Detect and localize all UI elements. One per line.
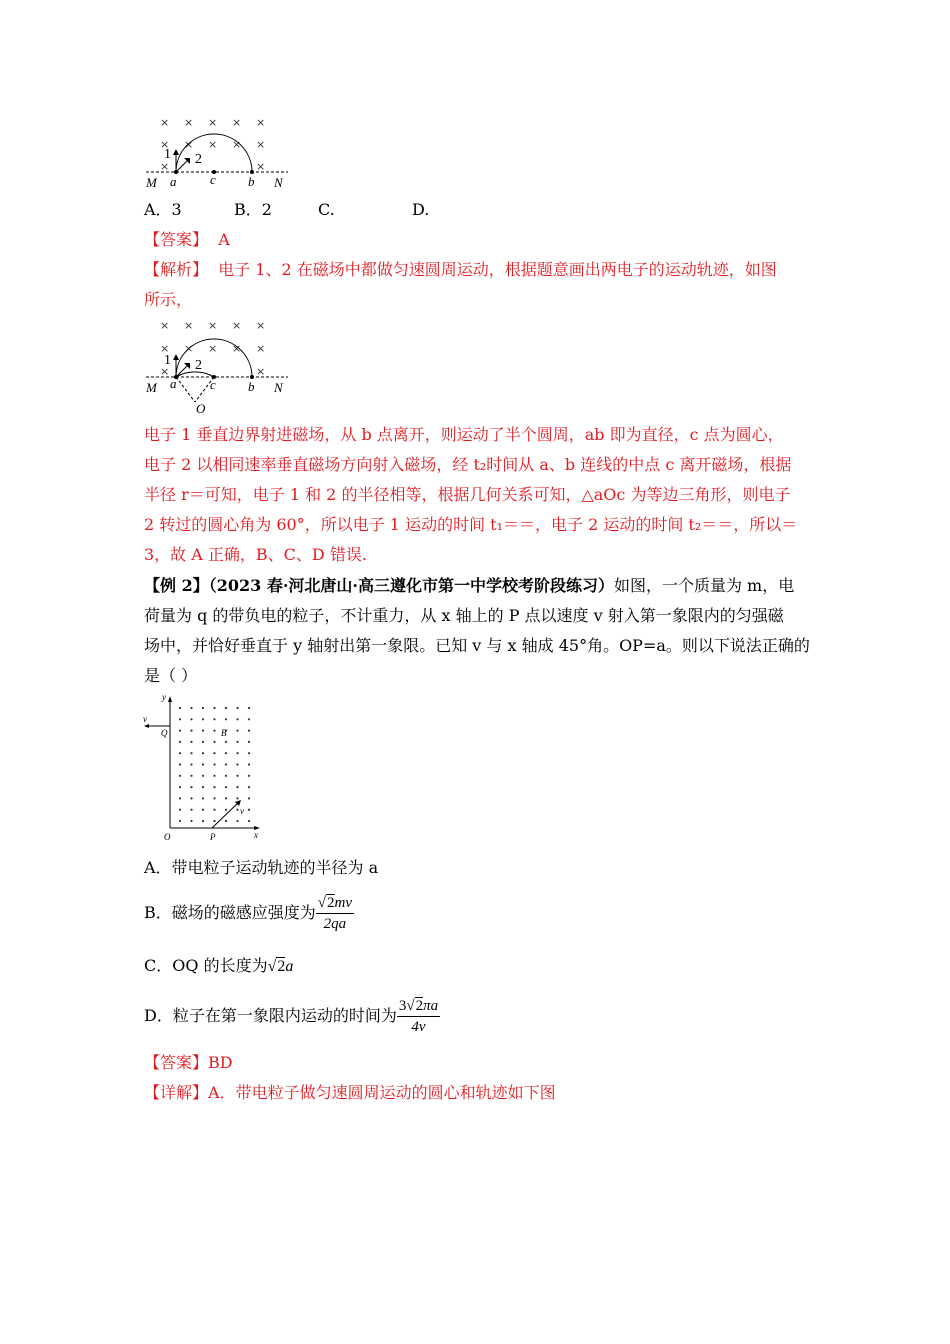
- svg-text:×: ×: [160, 116, 170, 129]
- option-a[interactable]: A．带电粒子运动轨迹的半径为 a: [144, 858, 379, 877]
- q1-analysis-line1: 【解析】 电子 1、2 在磁场中都做匀速圆周运动，根据题意画出两电子的运动轨迹，如图: [144, 260, 777, 279]
- field-dot: [248, 809, 250, 811]
- svg-text:×: ×: [160, 319, 170, 332]
- field-dot: [225, 763, 227, 765]
- field-dot-marks: [179, 707, 250, 822]
- field-dot: [225, 809, 227, 811]
- sqrt-expression-c: √2a: [267, 958, 294, 975]
- svg-text:×: ×: [184, 138, 194, 151]
- label-2: 2: [195, 152, 202, 167]
- svg-text:×: ×: [256, 116, 266, 129]
- label-c: c: [210, 377, 216, 392]
- svg-text:×: ×: [184, 319, 194, 332]
- svg-text:×: ×: [160, 160, 170, 173]
- field-dot: [190, 820, 192, 822]
- figure-1-magnetic-field: [140, 112, 300, 192]
- q1-analysis-line2: 所示，: [144, 290, 193, 309]
- field-dot: [213, 797, 215, 799]
- svg-text:×: ×: [184, 342, 194, 355]
- field-dot: [248, 752, 250, 754]
- svg-text:×: ×: [232, 116, 242, 129]
- label-O: O: [196, 401, 206, 416]
- svg-text:×: ×: [232, 138, 242, 151]
- label-y: y: [162, 692, 166, 702]
- field-dot: [213, 820, 215, 822]
- field-dot: [202, 763, 204, 765]
- svg-text:×: ×: [208, 138, 218, 151]
- field-dot: [213, 707, 215, 709]
- label-v: v: [240, 806, 244, 816]
- label-Q: Q: [161, 728, 168, 738]
- field-dot: [202, 775, 204, 777]
- field-dot: [179, 752, 181, 754]
- svg-text:×: ×: [256, 365, 266, 378]
- label-M: M: [146, 380, 157, 395]
- svg-text:×: ×: [208, 319, 218, 332]
- field-dot: [202, 809, 204, 811]
- fraction-b: $\frac{√2mv}{2qa}$: [317, 895, 352, 932]
- svg-text:×: ×: [232, 342, 242, 355]
- field-dot: [202, 786, 204, 788]
- field-dot: [190, 763, 192, 765]
- example-2-line3: 场中，并恰好垂直于 y 轴射出第一象限。已知 v 与 x 轴成 45°角。OP=a。则以下说法正确的: [144, 636, 810, 655]
- field-dot: [202, 752, 204, 754]
- field-dot: [202, 730, 204, 732]
- field-dot: [248, 730, 250, 732]
- option-b[interactable]: B．磁场的磁感应强度为 $\frac{√2mv}{2qa}$: [144, 895, 352, 932]
- svg-text:×: ×: [208, 116, 218, 129]
- field-dot: [202, 741, 204, 743]
- field-dot: [179, 775, 181, 777]
- field-dot: [179, 820, 181, 822]
- option-b[interactable]: B．2: [234, 200, 272, 219]
- field-dot: [248, 820, 250, 822]
- svg-text:×: ×: [232, 319, 242, 332]
- example-source: （2023 春·河北唐山·高三遵化市第一中学校考阶段练习）: [208, 576, 614, 595]
- svg-text:×: ×: [208, 342, 218, 355]
- field-dot: [213, 741, 215, 743]
- field-dot: [248, 797, 250, 799]
- label-a: a: [170, 174, 177, 189]
- label-c: c: [210, 172, 216, 187]
- label-M: M: [146, 175, 157, 190]
- label-b: b: [248, 174, 255, 189]
- label-N: N: [274, 175, 283, 190]
- label-O: O: [164, 832, 171, 842]
- field-dot: [213, 786, 215, 788]
- option-c[interactable]: C.: [318, 200, 335, 219]
- field-dot: [190, 752, 192, 754]
- figure-3-first-quadrant-field: [140, 688, 265, 846]
- field-dot: [248, 718, 250, 720]
- field-dot: [236, 797, 238, 799]
- option-d[interactable]: D．粒子在第一象限内运动的时间为 $\frac{3√2\pi a}{4v}$: [144, 998, 439, 1035]
- field-dot: [225, 820, 227, 822]
- field-dot: [213, 775, 215, 777]
- label-2: 2: [195, 358, 202, 373]
- field-dot: [202, 707, 204, 709]
- field-dot: [225, 797, 227, 799]
- field-dot: [190, 718, 192, 720]
- svg-text:×: ×: [184, 116, 194, 129]
- field-dot: [236, 786, 238, 788]
- field-dot: [213, 718, 215, 720]
- field-dot: [236, 741, 238, 743]
- analysis-tag: 【解析】: [144, 260, 209, 279]
- field-dot: [179, 763, 181, 765]
- q1-body-line4: 2 转过的圆心角为 60°，所以电子 1 运动的时间 t₁＝＝，电子 2 运动的时间 t₂＝＝，所以＝: [144, 515, 798, 534]
- field-dot: [225, 741, 227, 743]
- field-dot: [213, 763, 215, 765]
- field-dot: [202, 718, 204, 720]
- label-P: P: [210, 832, 216, 842]
- field-dot: [202, 820, 204, 822]
- field-dot: [179, 786, 181, 788]
- field-dot: [248, 741, 250, 743]
- example-2-line1: 【例 2】（2023 春·河北唐山·高三遵化市第一中学校考阶段练习）如图，一个质量为 m，电: [144, 576, 795, 595]
- field-dot: [225, 718, 227, 720]
- field-dot: [236, 707, 238, 709]
- field-dot: [179, 707, 181, 709]
- label-b: b: [248, 379, 255, 394]
- q1-body-line2: 电子 2 以相同速率垂直磁场方向射入磁场，经 t₂时间从 a、b 连线的中点 c 离开磁场，根据: [144, 455, 792, 474]
- field-dot: [248, 786, 250, 788]
- option-a[interactable]: A．3: [144, 200, 182, 219]
- field-dot: [225, 775, 227, 777]
- field-dot: [213, 730, 215, 732]
- svg-text:×: ×: [256, 342, 266, 355]
- field-dot: [236, 775, 238, 777]
- field-dot: [190, 730, 192, 732]
- svg-text:×: ×: [160, 365, 170, 378]
- q1-body-line1: 电子 1 垂直边界射进磁场，从 b 点离开，则运动了半个圆周，ab 即为直径，c 点为圆心，: [144, 425, 784, 444]
- option-d[interactable]: D.: [412, 200, 430, 219]
- example-2-line2: 荷量为 q 的带负电的粒子，不计重力，从 x 轴上的 P 点以速度 v 射入第一象限内的匀强磁: [144, 606, 784, 625]
- field-dot: [179, 741, 181, 743]
- field-dot: [190, 786, 192, 788]
- field-dot: [236, 820, 238, 822]
- svg-text:×: ×: [256, 160, 266, 173]
- example-tag: 【例 2】: [144, 576, 209, 595]
- field-dot: [213, 809, 215, 811]
- field-dot: [225, 786, 227, 788]
- field-dot: [225, 707, 227, 709]
- field-dot: [190, 797, 192, 799]
- answer-tag: 【答案】: [144, 230, 209, 249]
- field-dot: [248, 707, 250, 709]
- field-dot: [236, 752, 238, 754]
- field-dot: [236, 730, 238, 732]
- example-2-line4: 是（ ）: [144, 666, 198, 685]
- field-dot: [236, 809, 238, 811]
- fraction-d: $\frac{3√2\pi a}{4v}$: [398, 998, 439, 1035]
- answer-tag: 【答案】: [144, 1053, 209, 1072]
- entry-velocity-arrow: [212, 801, 240, 828]
- q1-answer: [144, 229, 230, 251]
- field-dot: [190, 809, 192, 811]
- field-dot: [236, 718, 238, 720]
- label-N: N: [274, 380, 283, 395]
- label-1: 1: [164, 147, 171, 162]
- field-dot: [248, 775, 250, 777]
- field-dot: [202, 797, 204, 799]
- q1-body-line3: 半径 r＝可知，电子 1 和 2 的半径相等，根据几何关系可知，△aOc 为等边三角形，则电子: [144, 485, 791, 504]
- field-dot: [179, 730, 181, 732]
- detail-tag: 【详解】: [144, 1083, 209, 1102]
- example-2-answer: [144, 1052, 233, 1074]
- svg-text:×: ×: [160, 342, 170, 355]
- field-dot: [190, 741, 192, 743]
- field-dot: [190, 775, 192, 777]
- label-v-exit: v: [143, 714, 147, 724]
- field-dot: [248, 763, 250, 765]
- field-dot: [190, 707, 192, 709]
- field-dot: [179, 797, 181, 799]
- radius-aO: [176, 377, 195, 402]
- figure-2-trajectory-analysis: [140, 316, 300, 416]
- svg-text:×: ×: [160, 138, 170, 151]
- field-dot: [225, 752, 227, 754]
- field-dot: [179, 809, 181, 811]
- field-dot: [213, 752, 215, 754]
- q1-body-line5: 3，故 A 正确，B、C、D 错误.: [144, 545, 367, 564]
- example-2-detail: 【详解】A．带电粒子做匀速圆周运动的圆心和轨迹如下图: [144, 1083, 556, 1102]
- svg-text:×: ×: [256, 319, 266, 332]
- label-x: x: [254, 830, 258, 840]
- field-dot: [179, 718, 181, 720]
- answer-value: A: [218, 230, 230, 249]
- option-c[interactable]: C．OQ 的长度为√2a: [144, 956, 294, 975]
- field-dot: [236, 763, 238, 765]
- svg-text:×: ×: [256, 138, 266, 151]
- label-1: 1: [164, 353, 171, 368]
- label-B: B: [221, 728, 227, 738]
- answer-value: BD: [208, 1053, 233, 1072]
- label-a: a: [170, 376, 177, 391]
